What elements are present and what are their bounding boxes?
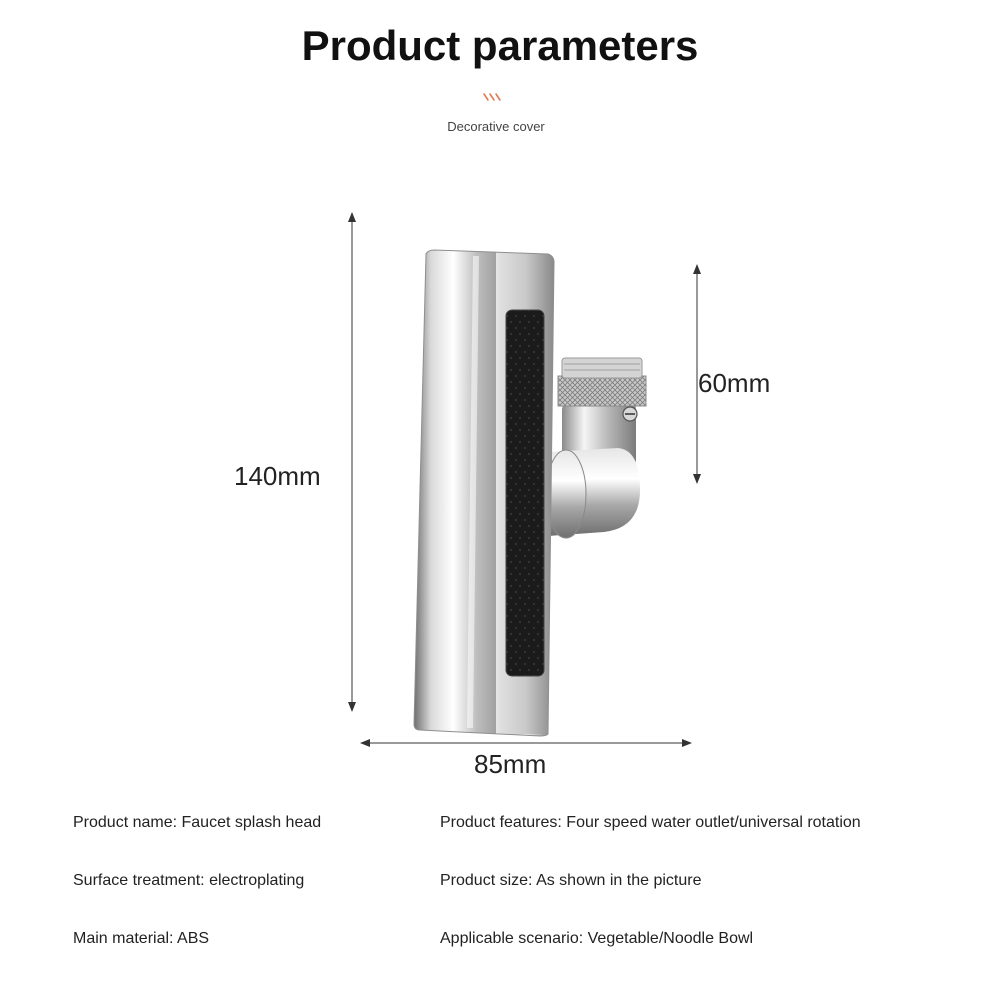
spec-label: Surface treatment : bbox=[73, 872, 209, 889]
height-dimension-line bbox=[348, 212, 356, 712]
spray-panel bbox=[506, 310, 544, 676]
height-dimension-label: 140mm bbox=[234, 461, 321, 491]
width-dimension-label: 85mm bbox=[474, 749, 547, 779]
spec-value: Vegetable/Noodle Bowl bbox=[587, 930, 754, 947]
spec-value: As shown in the picture bbox=[536, 872, 702, 889]
spec-value: Faucet splash head bbox=[181, 814, 322, 831]
spec-applicable-scenario bbox=[440, 930, 753, 948]
decorative-cover-caption: Decorative cover bbox=[447, 119, 545, 134]
spec-label: Main material : bbox=[73, 930, 177, 947]
spec-product-features bbox=[440, 814, 861, 832]
spec-product-name bbox=[73, 814, 321, 832]
swivel-connector bbox=[546, 358, 646, 538]
spec-surface-treatment bbox=[73, 872, 304, 890]
spec-value: ABS bbox=[177, 930, 210, 947]
width-dimension-line bbox=[360, 739, 692, 747]
spec-main-material bbox=[73, 930, 209, 948]
spec-value: Four speed water outlet/universal rotation bbox=[566, 814, 861, 831]
spec-value: electroplating bbox=[209, 872, 305, 889]
spec-product-size bbox=[440, 872, 701, 890]
spec-label: Product features : bbox=[440, 814, 566, 831]
page-title: Product parameters bbox=[301, 22, 699, 69]
spec-label: Applicable scenario : bbox=[440, 930, 588, 947]
faucet-body bbox=[414, 250, 554, 736]
spec-label: Product name : bbox=[73, 814, 182, 831]
spec-label: Product size : bbox=[440, 872, 536, 889]
side-height-dimension-label: 60mm bbox=[698, 368, 771, 398]
